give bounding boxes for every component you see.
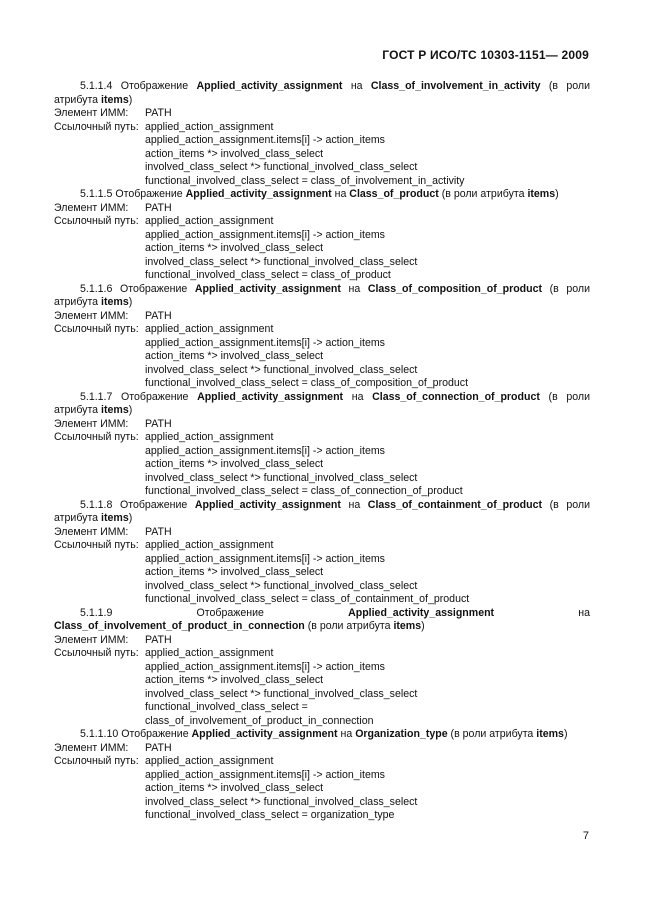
reference-path-line: involved_class_select *> functional_involved_class_select xyxy=(145,579,418,592)
entity-name: Applied_activity_assignment xyxy=(185,188,332,200)
reference-path-row xyxy=(54,215,590,229)
imm-element-value: PATH xyxy=(145,201,172,214)
reference-path-line: functional_involved_class_select = xyxy=(145,701,308,713)
entity-name: Applied_activity_assignment xyxy=(191,728,338,740)
reference-path-line: involved_class_select *> functional_involved_class_select xyxy=(145,255,418,268)
mapping-section xyxy=(54,607,590,729)
reference-path-row xyxy=(54,229,590,243)
entity-name: Class_of_product xyxy=(349,188,439,200)
heading-text: ) xyxy=(128,404,133,416)
reference-path-line: applied_action_assignment xyxy=(145,215,274,227)
reference-path-row xyxy=(54,350,590,364)
section-heading xyxy=(54,499,590,526)
mapping-section xyxy=(54,283,590,391)
reference-path-label: Ссылочный путь: xyxy=(54,755,139,767)
entity-name: Applied_activity_assignment xyxy=(194,498,341,511)
reference-path-line: action_items *> involved_class_select xyxy=(145,242,324,254)
imm-element-row xyxy=(54,634,590,648)
section-heading xyxy=(54,283,590,310)
heading-text: 5.1.1.5 Отображение xyxy=(80,188,186,200)
entity-name: items xyxy=(101,404,129,416)
reference-path-row xyxy=(54,782,590,796)
section-heading xyxy=(54,728,590,742)
reference-path-line: functional_involved_class_select = class_of_containment_of_product xyxy=(145,593,470,605)
reference-path-line: applied_action_assignment xyxy=(145,539,274,551)
reference-path-line: involved_class_select *> functional_involved_class_select xyxy=(145,687,418,700)
reference-path-row xyxy=(54,431,590,445)
reference-path-row xyxy=(54,674,590,688)
reference-path-line: action_items *> involved_class_select xyxy=(145,147,324,160)
heading-text: (в роли атрибута xyxy=(447,728,537,740)
imm-element-value: PATH xyxy=(145,633,172,646)
mapping-section xyxy=(54,728,590,823)
reference-path-line: action_items *> involved_class_select xyxy=(145,782,324,794)
entity-name: items xyxy=(536,728,564,740)
reference-path-line: applied_action_assignment xyxy=(145,431,274,443)
entity-name: items xyxy=(101,93,129,106)
reference-path-row xyxy=(54,796,590,810)
heading-text: 5.1.1.6 Отображение xyxy=(80,282,195,295)
reference-path-line: functional_involved_class_select = class_of_connection_of_product xyxy=(145,485,463,497)
reference-path-line: functional_involved_class_select = organization_type xyxy=(145,809,395,821)
reference-path-row xyxy=(54,539,590,553)
heading-text: 5.1.1.8 Отображение xyxy=(80,498,195,511)
imm-element-label: Элемент ИММ: xyxy=(54,309,129,322)
reference-path-label: Ссылочный путь: xyxy=(54,539,139,551)
reference-path-line: action_items *> involved_class_select xyxy=(145,350,324,362)
mapping-section xyxy=(54,188,590,283)
imm-element-label: Элемент ИММ: xyxy=(54,525,129,538)
reference-path-label: Ссылочный путь: xyxy=(54,215,139,227)
reference-path-line: applied_action_assignment.items[i] -> action_items xyxy=(145,336,385,349)
reference-path-line: action_items *> involved_class_select xyxy=(145,458,324,470)
reference-path-row xyxy=(54,809,590,823)
imm-element-row xyxy=(54,202,590,216)
imm-element-value: PATH xyxy=(145,417,172,430)
reference-path-row xyxy=(54,121,590,135)
entity-name: Applied_activity_assignment xyxy=(348,606,495,619)
heading-text: на xyxy=(340,282,368,295)
heading-text: (в роли атрибута xyxy=(438,188,528,200)
reference-path-line: functional_involved_class_select = class_of_composition_of_product xyxy=(145,377,469,389)
reference-path-line: involved_class_select *> functional_involved_class_select xyxy=(145,363,418,376)
reference-path-label: Ссылочный путь: xyxy=(54,431,139,443)
heading-text: 5.1.1.10 Отображение xyxy=(80,728,192,740)
imm-element-value: PATH xyxy=(145,741,172,754)
imm-element-value: PATH xyxy=(145,107,172,119)
reference-path-row xyxy=(54,458,590,472)
document-header: ГОСТ Р ИСО/ТС 10303-1151— 2009 xyxy=(382,48,589,62)
heading-text: 5.1.1.4 Отображение xyxy=(80,80,197,92)
reference-path-line: applied_action_assignment xyxy=(145,323,274,335)
reference-path-line: applied_action_assignment.items[i] -> action_items xyxy=(145,660,385,673)
heading-text: на xyxy=(342,80,371,92)
entity-name: items xyxy=(101,512,129,524)
reference-path-row xyxy=(54,661,590,675)
heading-text: (в роли атрибута xyxy=(54,80,590,106)
reference-path-line: applied_action_assignment.items[i] -> action_items xyxy=(145,552,385,565)
reference-path-row xyxy=(54,755,590,769)
reference-path-row xyxy=(54,377,590,391)
entity-name: Class_of_connection_of_product xyxy=(372,390,540,403)
reference-path-line: applied_action_assignment xyxy=(145,120,274,133)
heading-text: ) xyxy=(128,296,133,308)
reference-path-row xyxy=(54,161,590,175)
heading-text: (в роли атрибута xyxy=(54,282,590,308)
section-heading xyxy=(54,188,590,202)
reference-path-row xyxy=(54,323,590,337)
reference-path-row xyxy=(54,566,590,580)
entity-name: Class_of_composition_of_product xyxy=(367,282,543,295)
heading-text: 5.1.1.9 Отображение xyxy=(80,606,349,619)
entity-name: Class_of_containment_of_product xyxy=(367,498,543,511)
reference-path-label: Ссылочный путь: xyxy=(54,323,139,335)
entity-name: Organization_type xyxy=(355,728,448,740)
heading-text: ) xyxy=(128,512,133,524)
reference-path-row xyxy=(54,688,590,702)
reference-path-line: applied_action_assignment.items[i] -> action_items xyxy=(145,444,385,457)
entity-name: items xyxy=(101,296,129,308)
imm-element-value: PATH xyxy=(145,525,172,538)
heading-text: ) xyxy=(421,620,425,632)
heading-text: на xyxy=(340,498,368,511)
reference-path-row xyxy=(54,148,590,162)
heading-text: на xyxy=(337,728,356,740)
section-heading xyxy=(54,80,590,107)
imm-element-row xyxy=(54,526,590,540)
heading-text: на xyxy=(343,390,373,403)
reference-path-row xyxy=(54,175,590,189)
section-heading xyxy=(54,391,590,418)
imm-element-row xyxy=(54,107,590,121)
reference-path-row xyxy=(54,134,590,148)
heading-text: ) xyxy=(128,93,133,106)
mapping-section xyxy=(54,499,590,607)
heading-text: на xyxy=(494,606,590,619)
entity-name: Class_of_involvement_in_activity xyxy=(370,80,541,92)
reference-path-label: Ссылочный путь: xyxy=(54,647,139,659)
reference-path-line: involved_class_select *> functional_involved_class_select xyxy=(145,471,418,484)
imm-element-value: PATH xyxy=(145,309,172,322)
reference-path-row xyxy=(54,647,590,661)
entity-name: Applied_activity_assignment xyxy=(196,80,343,92)
reference-path-line: applied_action_assignment.items[i] -> action_items xyxy=(145,768,385,781)
reference-path-row xyxy=(54,256,590,270)
reference-path-line: involved_class_select *> functional_involved_class_select xyxy=(145,161,418,173)
mapping-section xyxy=(54,391,590,499)
heading-text: ) xyxy=(563,728,568,740)
reference-path-line: applied_action_assignment.items[i] -> action_items xyxy=(145,134,385,146)
reference-path-line: applied_action_assignment xyxy=(145,647,274,659)
reference-path-row xyxy=(54,337,590,351)
imm-element-row xyxy=(54,742,590,756)
reference-path-label: Ссылочный путь: xyxy=(54,120,139,133)
heading-text: (в роли атрибута xyxy=(304,620,394,632)
heading-text: (в роли атрибута xyxy=(54,390,590,416)
imm-element-label: Элемент ИММ: xyxy=(54,417,129,430)
reference-path-row xyxy=(54,269,590,283)
entity-name: items xyxy=(393,620,422,632)
reference-path-row xyxy=(54,715,590,729)
reference-path-row xyxy=(54,445,590,459)
reference-path-row xyxy=(54,242,590,256)
reference-path-row xyxy=(54,364,590,378)
reference-path-line: involved_class_select *> functional_involved_class_select xyxy=(145,795,418,808)
reference-path-line: functional_involved_class_select = class_of_product xyxy=(145,269,391,281)
document-body xyxy=(54,80,590,823)
heading-text: 5.1.1.7 Отображение xyxy=(80,390,198,403)
reference-path-line: action_items *> involved_class_select xyxy=(145,674,324,686)
imm-element-row xyxy=(54,310,590,324)
heading-text: на xyxy=(331,188,350,200)
reference-path-row xyxy=(54,553,590,567)
imm-element-label: Элемент ИММ: xyxy=(54,201,129,214)
reference-path-row xyxy=(54,485,590,499)
entity-name: Class_of_involvement_of_product_in_connection xyxy=(54,620,305,632)
section-heading xyxy=(54,607,590,634)
reference-path-row xyxy=(54,580,590,594)
entity-name: items xyxy=(527,188,556,200)
heading-text: ) xyxy=(555,188,559,200)
reference-path-row xyxy=(54,701,590,715)
imm-element-label: Элемент ИММ: xyxy=(54,741,129,754)
imm-element-label: Элемент ИММ: xyxy=(54,633,129,646)
imm-element-label: Элемент ИММ: xyxy=(54,107,129,119)
entity-name: Applied_activity_assignment xyxy=(194,282,341,295)
reference-path-row xyxy=(54,769,590,783)
reference-path-line: action_items *> involved_class_select xyxy=(145,566,324,578)
entity-name: Applied_activity_assignment xyxy=(197,390,344,403)
heading-text: (в роли атрибута xyxy=(54,498,590,524)
reference-path-row xyxy=(54,593,590,607)
reference-path-line: functional_involved_class_select = class_of_involvement_in_activity xyxy=(145,174,465,187)
reference-path-row xyxy=(54,472,590,486)
imm-element-row xyxy=(54,418,590,432)
page-number: 7 xyxy=(582,830,589,842)
reference-path-line: class_of_involvement_of_product_in_connection xyxy=(145,714,374,727)
reference-path-line: applied_action_assignment.items[i] -> action_items xyxy=(145,228,385,241)
reference-path-line: applied_action_assignment xyxy=(145,755,274,767)
mapping-section xyxy=(54,80,590,188)
